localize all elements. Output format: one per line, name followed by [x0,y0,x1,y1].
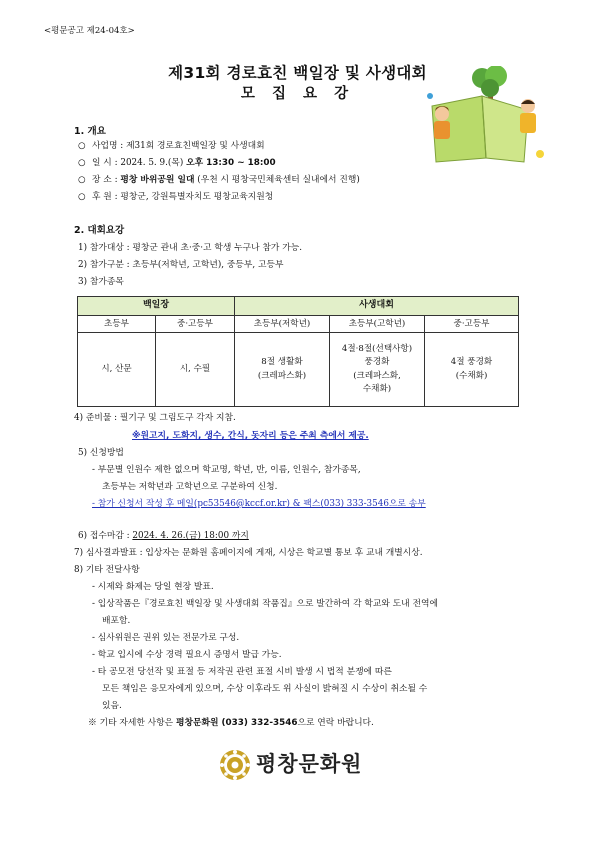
notice-number: <평문공고 제24-04호> [44,26,135,36]
pyeongchang-culture-center-logo [218,748,378,782]
table-subhead: 초등부(고학년) [330,316,425,333]
overview-item-name: ○ 사업명 : 제31회 경로효친백일장 및 사생대회 [78,141,265,151]
table-subhead: 중·고등부 [425,316,519,333]
misc-line: - 타 공모전 당선작 및 표절 등 저작권 관련 표절 시비 발생 시 법적 분쟁에 따른 [92,667,392,677]
table-subhead: 초등부(저학년) [235,316,330,333]
misc-line: - 심사위원은 권위 있는 전문가로 구성. [92,633,240,643]
section-rules-heading: 2. 대회요강 [74,225,125,236]
culture-center-emblem-icon [218,748,252,782]
overview-item-date: ○ 일 시 : 2024. 5. 9.(목) 오후 13:30 ~ 18:00 [78,158,276,168]
table-group-writing: 백일장 [78,297,235,316]
rules-line-categories: 3) 참가종목 [78,277,124,287]
contact-line: ※ 기타 자세한 사항은 평창문화원 (033) 332-3546으로 연락 바랍니다. [88,718,374,728]
misc-line: - 입상작품은『경로효친 백일장 및 사생대회 작품집』으로 발간하여 각 학교와 도내 전역에 [92,599,438,609]
deadline-line: 6) 접수마감 : 2024. 4. 26.(금) 18:00 까지 [78,531,249,541]
logo-wordmark: 평창문화원 [256,752,363,776]
page-title: 제31회 경로효친 백일장 및 사생대회 [168,64,427,82]
table-group-drawing: 사생대회 [235,297,519,316]
circle-bullet-icon: ○ [78,158,86,168]
section-overview-heading: 1. 개요 [74,126,106,137]
apply-contact-link[interactable]: - 참가 신청서 작성 후 메일(pc53546@kccf.or.kr) & 팩스(033) 333-3546으로 송부 [92,499,426,509]
circle-bullet-icon: ○ [78,141,86,151]
table-subhead: 초등부 [78,316,156,333]
table-cell: 4절 풍경화 (수채화) [425,333,519,407]
categories-table [77,296,519,407]
overview-item-venue: ○ 장 소 : 평창 바위공원 일대 (우천 시 평창국민체육센터 실내에서 진행) [78,175,360,185]
rules-line-eligibility: 1) 참가대상 : 평창군 관내 초·중·고 학생 누구나 참가 가능. [78,243,303,253]
apply-line: 초등부는 저학년과 고학년으로 구분하여 신청. [102,482,278,492]
results-line: 7) 심사결과발표 : 입상자는 문화원 홈페이지에 게재, 시상은 학교별 통보 후 교내 개별시상. [74,548,423,558]
overview-item-sponsor: ○ 후 원 : 평창군, 강원특별자치도 평창교육지원청 [78,192,274,202]
supplies-note: ※원고지, 도화지, 생수, 간식, 돗자리 등은 주최 측에서 제공. [132,431,369,441]
misc-line: 배포함. [102,616,131,626]
table-cell: 8절 생활화 (크레파스화) [235,333,330,407]
misc-line: - 시제와 화제는 당일 현장 발표. [92,582,214,592]
rules-line-divisions: 2) 참가구분 : 초등부(저학년, 고학년), 중등부, 고등부 [78,260,284,270]
apply-heading: 5) 신청방법 [78,448,124,458]
table-subhead: 중·고등부 [156,316,235,333]
table-cell: 시, 산문 [78,333,156,407]
supplies-line: 4) 준비물 : 필기구 및 그림도구 각자 지참. [74,413,236,423]
children-reading-illustration [412,66,552,166]
misc-line: - 학교 입시에 수상 경력 필요시 증명서 발급 가능. [92,650,282,660]
apply-line: - 부문별 인원수 제한 없으며 학교명, 학년, 반, 이름, 인원수, 참가종목, [92,465,361,475]
circle-bullet-icon: ○ [78,192,86,202]
table-cell: 시, 수필 [156,333,235,407]
table-cell: 4절·8절(선택사항) 풍경화 (크레파스화, 수채화) [330,333,425,407]
circle-bullet-icon: ○ [78,175,86,185]
misc-line: 있음. [102,701,122,711]
page-subtitle: 모 집 요 강 [240,86,355,102]
misc-heading: 8) 기타 전달사항 [74,565,140,575]
misc-line: 모든 책임은 응모자에게 있으며, 수상 이후라도 위 사실이 밝혀질 시 수상이 취소될 수 [102,684,428,694]
